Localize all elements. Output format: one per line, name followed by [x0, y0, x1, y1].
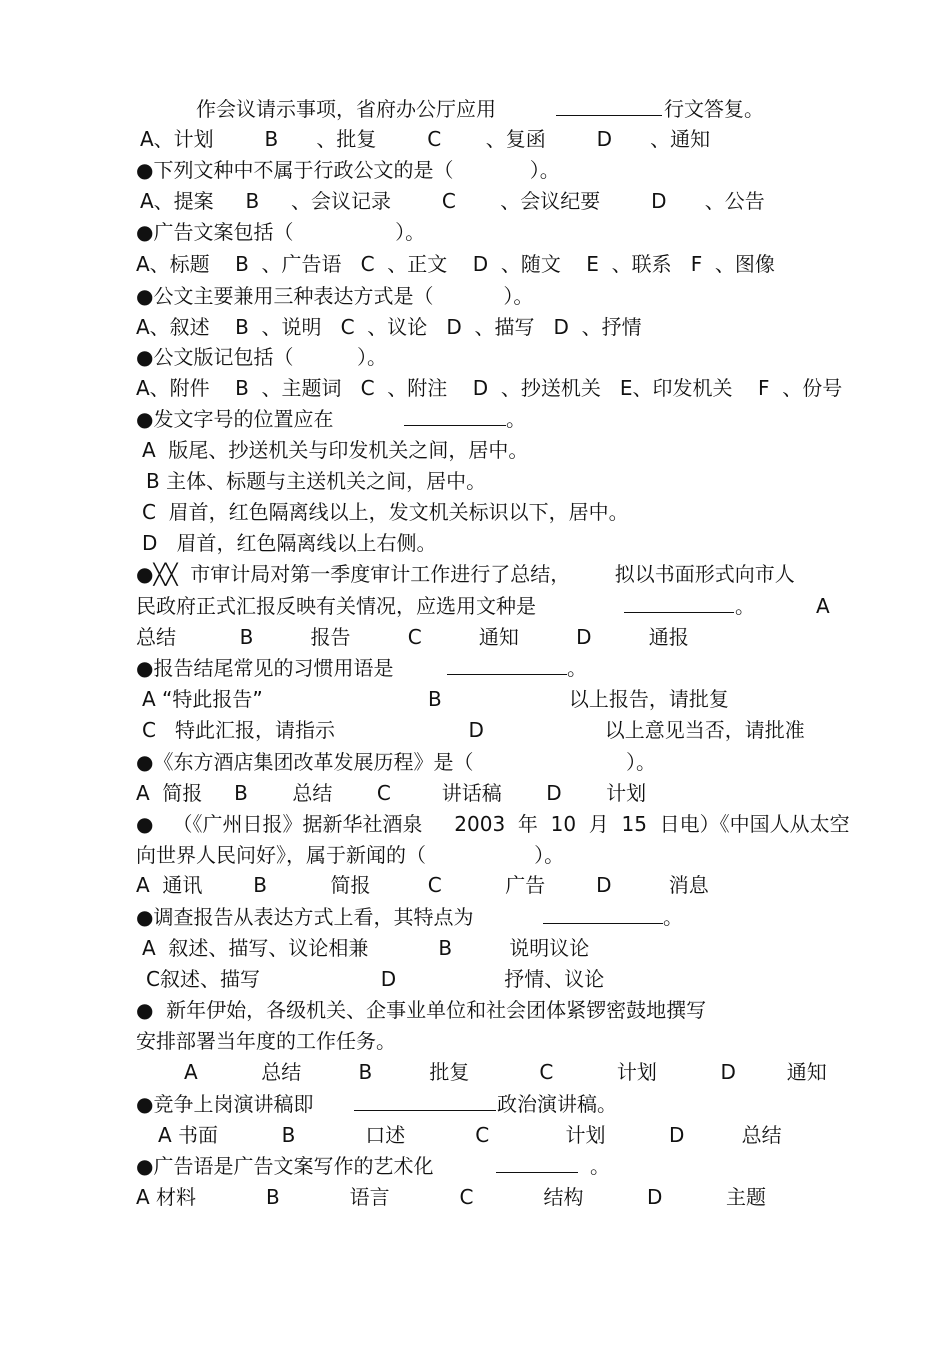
options-line: D 眉首，红色隔离线以上右侧。: [142, 531, 437, 555]
text-line: 。: [735, 594, 755, 618]
question-line: ●╳╳ 市审计局对第一季度审计工作进行了总结， 拟以书面形式向市人: [136, 562, 795, 586]
question-line: ●广告文案包括（ ）。: [136, 220, 426, 244]
answer-blank: [354, 1092, 496, 1111]
text-line: 政治演讲稿。: [497, 1092, 617, 1116]
text-line: A: [816, 594, 830, 618]
options-line: A “特此报告” B 以上报告，请批复: [142, 687, 729, 711]
options-line: A、计划 B 、批复 C 、复函 D 、通知: [140, 127, 711, 151]
question-line: ●公文主要兼用三种表达方式是（ ）。: [136, 284, 534, 308]
question-line: ●下列文种中不属于行政公文的是（ ）。: [136, 158, 560, 182]
question-line: ●广告语是广告文案写作的艺术化: [136, 1154, 434, 1178]
text-line: 。: [663, 905, 683, 929]
options-line: A 总结 B 批复 C 计划 D 通知: [184, 1060, 827, 1084]
text-line: 。: [567, 656, 587, 680]
options-line: A、叙述 B 、说明 C 、议论 D 、描写 D 、抒情: [136, 315, 642, 339]
options-line: C 眉首，红色隔离线以上，发文机关标识以下，居中。: [142, 500, 629, 524]
text-line: 作会议请示事项，省府办公厅应用: [196, 97, 496, 121]
answer-blank: [543, 905, 663, 924]
question-line: ●调查报告从表达方式上看，其特点为: [136, 905, 474, 929]
text-line: 。: [506, 407, 526, 431]
options-line: A、附件 B 、主题词 C 、附注 D 、抄送机关 E、印发机关 F 、份号: [136, 376, 843, 400]
question-line: 向世界人民问好》，属于新闻的（ ）。: [136, 843, 565, 867]
question-line: ● （《广州日报》据新华社酒泉 2003 年 10 月 15 日电）《中国人从太空: [136, 812, 850, 836]
options-line: 总结 B 报告 C 通知 D 通报: [136, 625, 689, 649]
options-line: A 简报 B 总结 C 讲话稿 D 计划: [136, 781, 647, 805]
options-line: A 材料 B 语言 C 结构 D 主题: [136, 1185, 766, 1209]
options-line: A、提案 B 、会议记录 C 、会议纪要 D 、公告: [140, 189, 765, 213]
answer-blank: [447, 656, 567, 675]
options-line: B 主体、标题与主送机关之间，居中。: [146, 469, 487, 493]
options-line: A、标题 B 、广告语 C 、正文 D 、随文 E 、联系 F 、图像: [136, 252, 775, 276]
answer-blank: [496, 1154, 578, 1173]
text-line: 行文答复。: [664, 97, 764, 121]
options-line: A 书面 B 口述 C 计划 D 总结: [158, 1123, 782, 1147]
question-line: ● 新年伊始，各级机关、企事业单位和社会团体紧锣密鼓地撰写: [136, 998, 707, 1022]
options-line: A 叙述、描写、议论相兼 B 说明议论: [142, 936, 590, 960]
text-line: 。: [590, 1154, 610, 1178]
question-line: ●《东方酒店集团改革发展历程》是（ ）。: [136, 750, 657, 774]
options-line: C叙述、描写 D 抒情、议论: [146, 967, 605, 991]
answer-blank: [624, 594, 734, 613]
options-line: A 版尾、抄送机关与印发机关之间，居中。: [142, 438, 529, 462]
question-line: 安排部署当年度的工作任务。: [136, 1029, 396, 1053]
options-line: C 特此汇报，请指示 D 以上意见当否，请批准: [142, 718, 805, 742]
question-line: ●报告结尾常见的习惯用语是: [136, 656, 394, 680]
answer-blank: [404, 407, 506, 426]
question-line: ●公文版记包括（ ）。: [136, 345, 388, 369]
question-line: 民政府正式汇报反映有关情况，应选用文种是: [136, 594, 536, 618]
question-line: ●发文字号的位置应在: [136, 407, 334, 431]
options-line: A 通讯 B 简报 C 广告 D 消息: [136, 873, 709, 897]
question-line: ●竞争上岗演讲稿即: [136, 1092, 314, 1116]
answer-blank: [556, 97, 662, 116]
